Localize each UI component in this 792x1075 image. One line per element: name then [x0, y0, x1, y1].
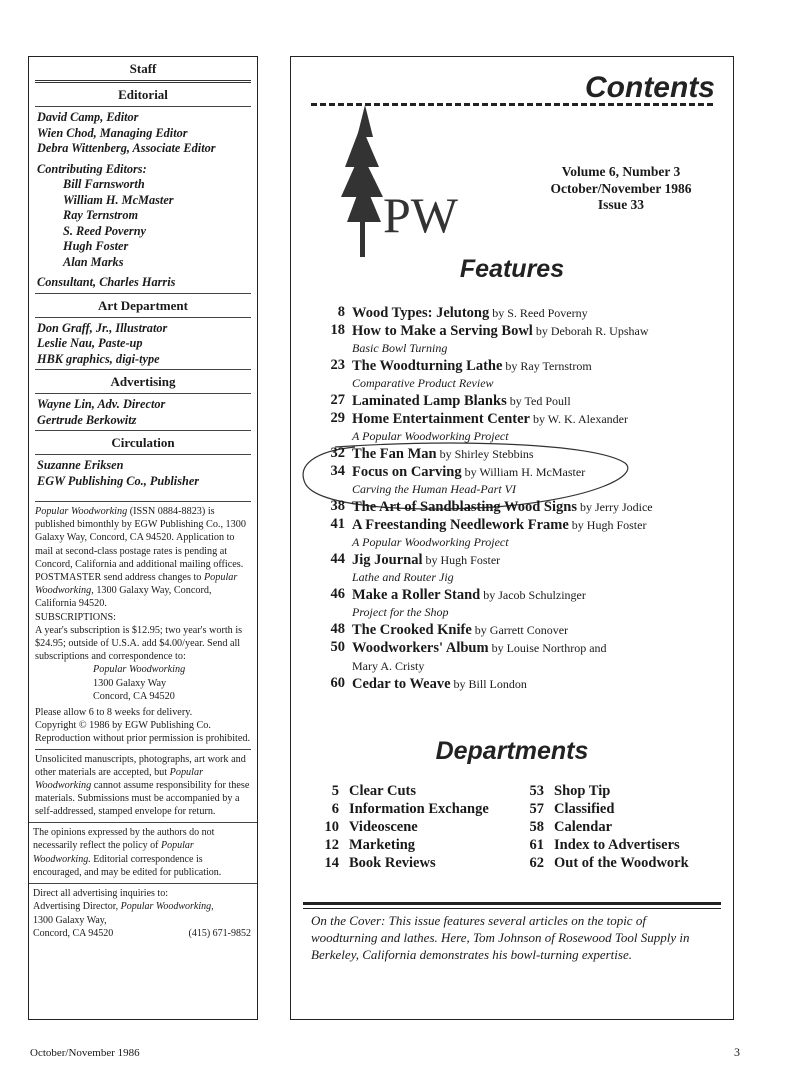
staff-name: William H. McMaster	[63, 192, 174, 207]
staff-name: David Camp, Editor	[37, 110, 139, 124]
phone: (415) 671-9852	[188, 928, 251, 940]
page-number: 3	[734, 1045, 740, 1059]
feature-item: 48 The Crooked Knife by Garrett Conover	[330, 621, 569, 638]
ad-line: Direct all advertising inquiries to:	[33, 887, 168, 899]
issue-info	[521, 164, 721, 214]
staff-name: Ray Ternstrom	[63, 208, 139, 222]
staff-name: Hugh Foster	[63, 239, 129, 253]
department-item: 5 Clear Cuts	[331, 783, 416, 799]
advertising-heading: Advertising	[110, 374, 176, 389]
feature-item: 27 Laminated Lamp Blanks by Ted Poull	[330, 392, 571, 409]
department-item: 6 Information Exchange	[331, 801, 489, 817]
department-item: 12 Marketing	[324, 837, 416, 853]
department-item: 10 Videoscene	[324, 819, 418, 835]
feature-item: 60 Cedar to Weave by Bill London	[330, 675, 527, 692]
subscriptions-text: A year's subscription is $12.95; two year's worth is $24.95; outside of U.S.A. add $4.00/year. Send all subscriptions and correspondence to:	[35, 624, 243, 663]
pub-paragraph: Popular Woodworking (ISSN 0884-8823) is published bimonthly by EGW Publishing Co., 1300 Galaxy Way, Concord, CA 94520. Application to mail at second-class postage rates is pending at Concord, California and additional mailing offices. POSTMASTER send address changes to Popular Woodworking, 1300 Galaxy Way, Concord, California 94520.	[35, 506, 246, 610]
contents-panel	[290, 56, 734, 1020]
address-line: Concord, CA 94520	[93, 690, 175, 702]
feature-item: 18 How to Make a Serving Bowl by Deborah R. Upshaw Basic Bowl Turning	[330, 322, 649, 355]
departments-heading: Departments	[435, 737, 589, 765]
feature-item: 50 Woodworkers' Album by Louise Northrop and Mary A. Cristy	[330, 639, 607, 673]
departments-column-right	[514, 782, 719, 872]
ad-line: 1300 Galaxy Way,	[33, 914, 107, 926]
consultant: Consultant, Charles Harris	[37, 275, 176, 289]
art-people	[29, 318, 257, 370]
volume: Volume 6, Number 3	[561, 164, 681, 179]
staff-box	[28, 56, 258, 1020]
staff-name: Gertrude Berkowitz	[37, 412, 137, 427]
delivery-note: Please allow 6 to 8 weeks for delivery.	[35, 707, 193, 719]
address-line: 1300 Galaxy Way	[93, 677, 167, 689]
feature-item: 8 Wood Types: Jelutong by S. Reed Poverny	[337, 304, 588, 321]
circulation-heading: Circulation	[111, 435, 175, 450]
logo-text: PW	[383, 187, 458, 243]
staff-name: Wayne Lin, Adv. Director	[37, 397, 166, 411]
advertising-people	[29, 394, 257, 430]
unsolicited-note: Unsolicited manuscripts, photographs, art work and other materials are accepted, but Popular Woodworking cannot assume responsibility for these materials. Submissions must be accompanied by a self-addressed, stamped envelope for return.	[35, 753, 250, 818]
art-heading: Art Department	[98, 297, 188, 313]
copyright: Copyright © 1986 by EGW Publishing Co. Reproduction without prior permission is prohibited.	[35, 720, 251, 745]
features-list	[313, 304, 723, 693]
editorial-people	[29, 107, 257, 293]
issue-date: October/November 1986	[550, 180, 692, 196]
contents-title: Contents	[585, 71, 715, 104]
staff-name: Bill Farnsworth	[63, 177, 145, 191]
staff-name: Don Graff, Jr., Illustrator	[37, 320, 168, 335]
staff-name: HBK graphics, digi-type	[37, 351, 160, 366]
footer-date: October/November 1986	[30, 1047, 140, 1059]
department-item: 57 Classified	[529, 801, 615, 817]
feature-item: 44 Jig Journal by Hugh Foster Lathe and Router Jig	[330, 551, 501, 584]
feature-item: 29 Home Entertainment Center by W. K. Alexander A Popular Woodworking Project	[330, 410, 628, 443]
feature-item: 32 The Fan Man by Shirley Stebbins	[330, 445, 534, 462]
staff-name: S. Reed Poverny	[63, 223, 146, 238]
address-line: Popular Woodworking	[93, 664, 186, 676]
staff-name: Leslie Nau, Paste-up	[37, 336, 143, 350]
divider	[303, 902, 721, 905]
staff-title: Staff	[129, 61, 157, 76]
pw-tree-logo	[341, 97, 471, 257]
staff-name: Debra Wittenberg, Associate Editor	[37, 141, 216, 155]
features-heading: Features	[459, 255, 565, 283]
feature-item: 23 The Woodturning Lathe by Ray Ternstrom Comparative Product Review	[330, 357, 592, 390]
staff-name: Suzanne Eriksen	[37, 458, 124, 472]
circulation-people	[29, 455, 257, 501]
cover-note: On the Cover: This issue features several articles on the topic of woodturning and lathes. Here, Tom Johnson of Rosewood Tool Supply in Berkeley, California demonstrates his bowl-turning expertise.	[311, 913, 690, 962]
ad-line: Advertising Director, Popular Woodworking,	[33, 901, 214, 913]
subscriptions-label: SUBSCRIPTIONS:	[35, 611, 116, 623]
departments-column-left	[309, 782, 514, 872]
department-item: 58 Calendar	[529, 819, 612, 835]
editorial-heading: Editorial	[118, 87, 168, 102]
ad-inquiries	[29, 883, 257, 944]
staff-name: Alan Marks	[63, 254, 124, 269]
department-item: 14 Book Reviews	[324, 855, 436, 871]
staff-name: Wien Chod, Managing Editor	[37, 125, 188, 140]
department-item: 62 Out of the Woodwork	[529, 855, 689, 871]
feature-item: 34 Focus on Carving by William H. McMaster Carving the Human Head-Part VI	[330, 463, 586, 496]
divider	[303, 908, 721, 909]
publication-info	[29, 502, 257, 749]
staff-name: EGW Publishing Co., Publisher	[37, 473, 200, 488]
feature-item: 41 A Freestanding Needlework Frame by Hugh Foster A Popular Woodworking Project	[330, 516, 647, 549]
feature-item: 46 Make a Roller Stand by Jacob Schulzinger Project for the Shop	[330, 586, 586, 619]
feature-item: 38 The Art of Sandblasting Wood Signs by Jerry Jodice	[330, 498, 653, 515]
department-item: 61 Index to Advertisers	[529, 837, 680, 853]
opinions-note: The opinions expressed by the authors do not necessarily reflect the policy of Popular Woodworking. Editorial correspondence is encouraged, and may be edited for publication.	[29, 822, 257, 883]
departments-list	[309, 782, 719, 872]
department-item: 53 Shop Tip	[529, 783, 611, 799]
ad-line: Concord, CA 94520 (415) 671-9852	[33, 928, 251, 940]
issue-number: Issue 33	[597, 197, 645, 212]
contrib-label: Contributing Editors:	[37, 161, 147, 176]
